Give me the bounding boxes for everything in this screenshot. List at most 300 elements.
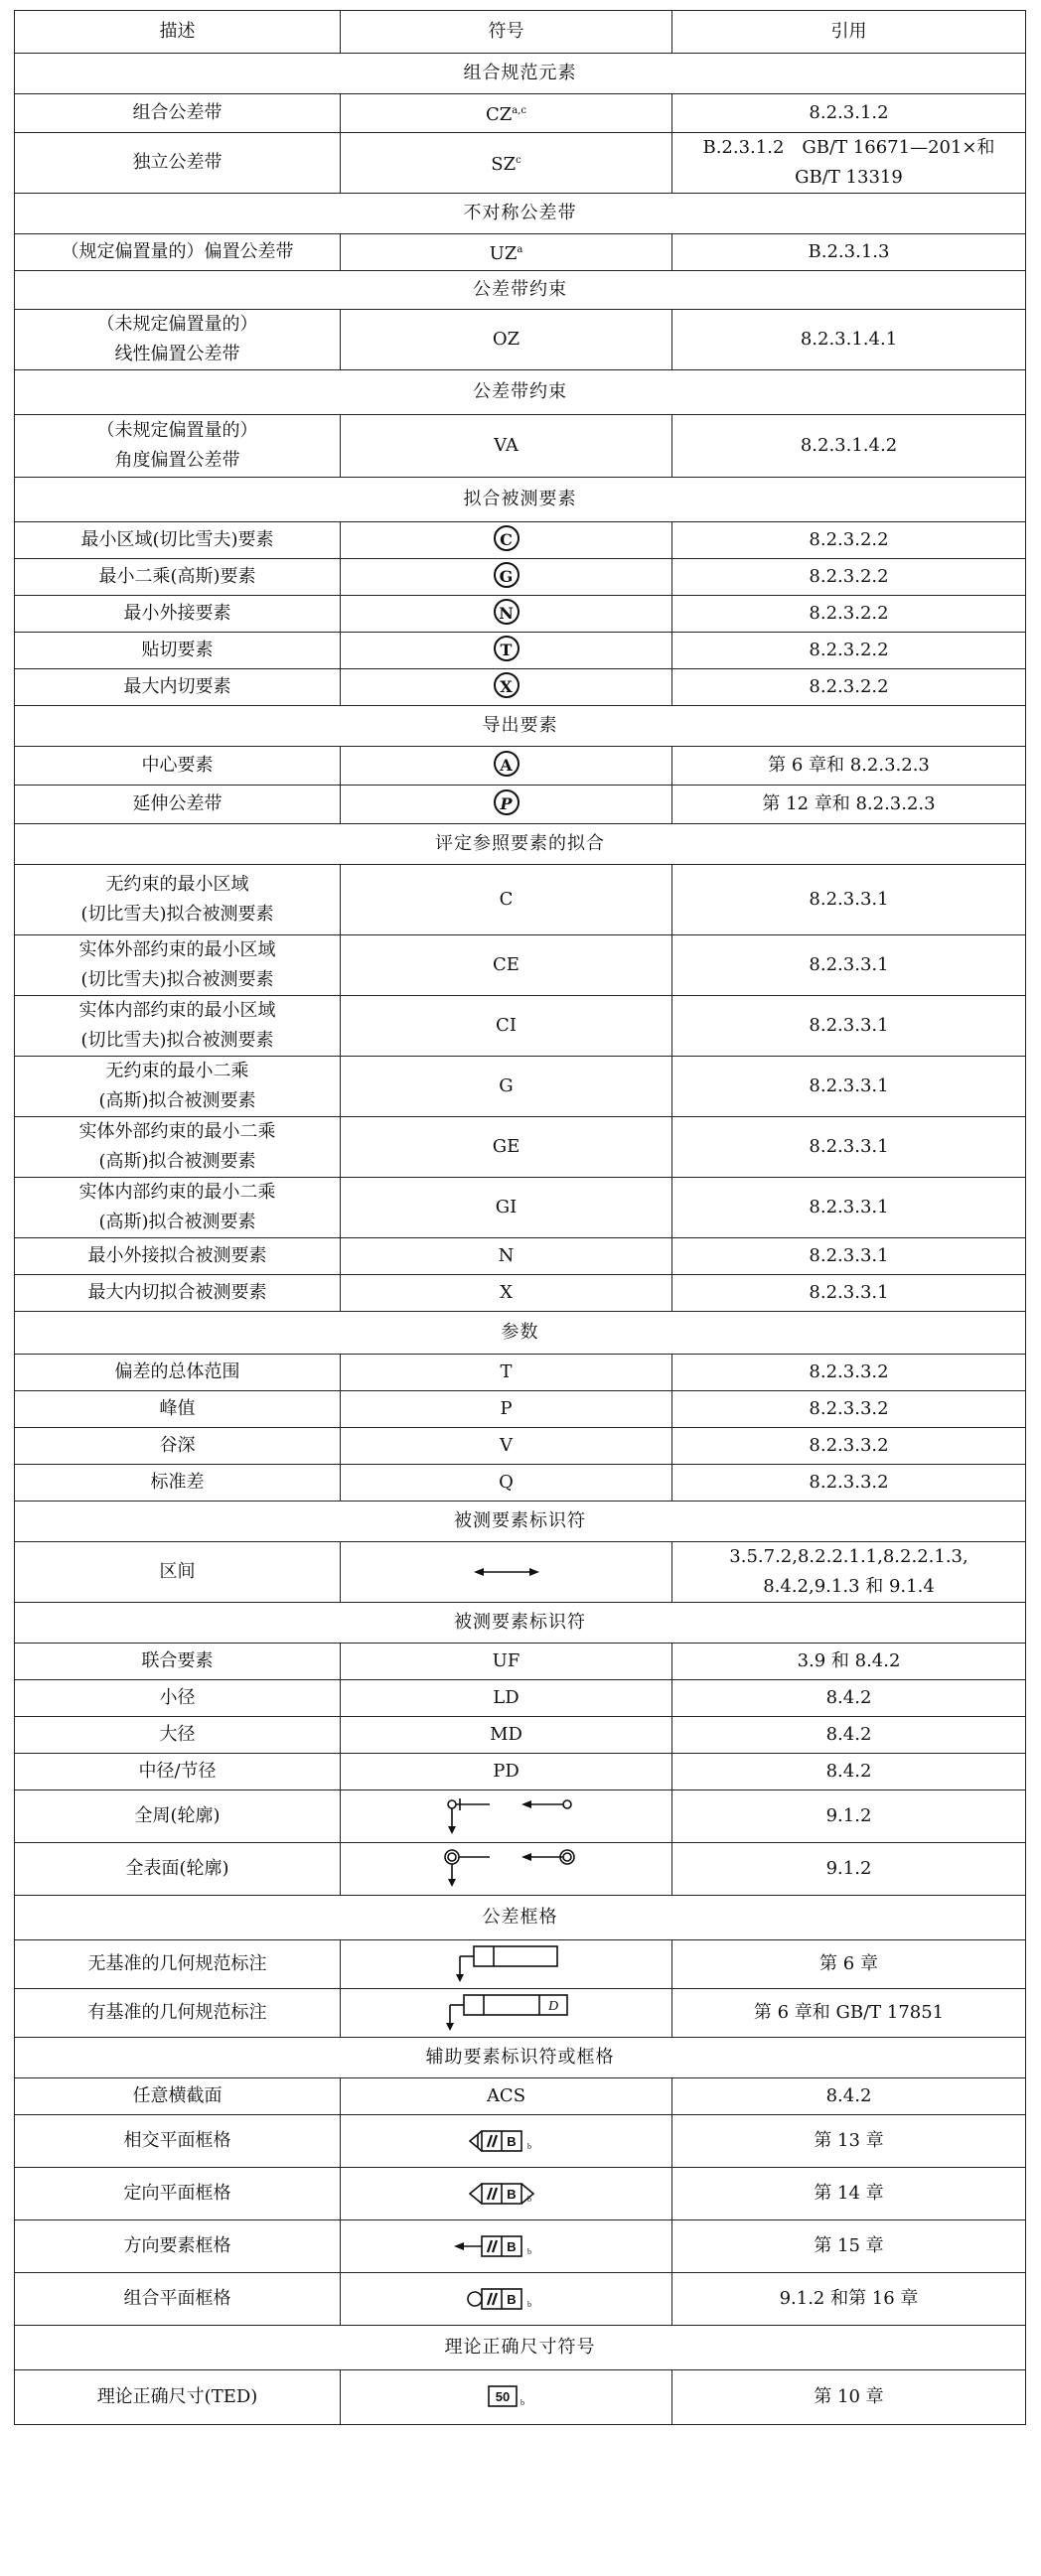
section-title: 参数 [15, 1312, 1026, 1355]
description-line: (高斯)拟合被测要素 [98, 1212, 256, 1232]
reference-line: 8.2.3.3.1 [809, 889, 889, 910]
symbol-footnote: a [517, 244, 523, 255]
frame-letter: B [506, 2239, 517, 2254]
description-line: (高斯)拟合被测要素 [98, 1151, 256, 1172]
description-line: （规定偏置量的）偏置公差带 [61, 241, 294, 262]
reference-cell [672, 1940, 1026, 1989]
description-cell [15, 1940, 341, 1989]
description-cell [15, 1355, 341, 1391]
reference-line: 第 15 章 [814, 2235, 884, 2256]
symbol-text: CE [493, 954, 520, 975]
table-row [15, 1465, 1026, 1502]
description-cell [15, 94, 341, 133]
reference-line: 第 14 章 [814, 2183, 884, 2204]
reference-cell [672, 1644, 1026, 1680]
reference-cell [672, 94, 1026, 133]
all-around-icon [432, 1796, 581, 1836]
symbol-cell [341, 1117, 672, 1178]
reference-line: 8.2.3.1.2 [809, 102, 889, 123]
reference-cell [672, 415, 1026, 478]
table-row [15, 1117, 1026, 1178]
symbol-text: PD [493, 1761, 520, 1782]
description-line: 全周(轮廓) [134, 1805, 221, 1826]
table-row [15, 1680, 1026, 1717]
table-row [15, 747, 1026, 786]
symbol-reference-table [14, 10, 1025, 2425]
reference-line: B.2.3.1.3 [808, 241, 890, 262]
symbol-cell [341, 1680, 672, 1717]
symbol-cell [341, 1542, 672, 1603]
header-reference: 引用 [672, 11, 1026, 54]
section-header-row [15, 1502, 1026, 1542]
table-row [15, 2115, 1026, 2168]
table-row [15, 1355, 1026, 1391]
section-title: 公差带约束 [15, 370, 1026, 415]
description-line: 无基准的几何规范标注 [87, 1953, 267, 1974]
table-body [15, 54, 1026, 2425]
section-title: 被测要素标识符 [15, 1603, 1026, 1644]
description-line: 理论正确尺寸(TED) [96, 2386, 258, 2407]
symbol-text: G [499, 1075, 514, 1096]
reference-cell [672, 669, 1026, 706]
reference-line: 第 6 章和 8.2.3.2.3 [768, 755, 930, 776]
circled-n-icon: N [494, 599, 520, 625]
symbol-cell [341, 2370, 672, 2425]
reference-line: 8.2.3.2.2 [809, 676, 889, 697]
reference-cell [672, 1790, 1026, 1843]
symbol-cell [341, 996, 672, 1057]
reference-line: 8.4.2 [825, 1724, 872, 1745]
description-line: 组合平面框格 [123, 2288, 231, 2309]
circled-p-icon: P [494, 789, 520, 815]
description-line: (切比雪夫)拟合被测要素 [80, 1030, 274, 1051]
symbol-text: CI [496, 1015, 517, 1036]
description-cell [15, 996, 341, 1057]
reference-cell [672, 865, 1026, 935]
description-cell [15, 633, 341, 669]
description-line: 小径 [159, 1687, 196, 1708]
reference-cell [672, 596, 1026, 633]
reference-line: 8.2.3.2.2 [809, 603, 889, 624]
description-line: 实体内部约束的最小二乘 [78, 1182, 276, 1203]
symbol-cell [341, 935, 672, 996]
symbol-cell [341, 1754, 672, 1790]
description-cell [15, 1057, 341, 1117]
description-cell [15, 596, 341, 633]
reference-cell [672, 2078, 1026, 2115]
description-line: （未规定偏置量的） [96, 420, 258, 441]
reference-cell [672, 1355, 1026, 1391]
reference-cell [672, 1391, 1026, 1428]
reference-line: GB/T 13319 [795, 167, 903, 188]
description-cell [15, 1465, 341, 1502]
description-cell [15, 669, 341, 706]
description-cell [15, 2220, 341, 2273]
table-row [15, 1238, 1026, 1275]
section-header-row [15, 478, 1026, 522]
description-line: 峰值 [159, 1398, 196, 1419]
table-row [15, 935, 1026, 996]
symbol-text: ACS [486, 2085, 526, 2106]
reference-line: 8.4.2 [825, 1687, 872, 1708]
reference-cell [672, 133, 1026, 194]
symbol-text: UZ [489, 243, 518, 264]
description-cell [15, 1790, 341, 1843]
table-row [15, 522, 1026, 559]
ted-value: 50 [495, 2389, 510, 2404]
reference-cell [672, 1117, 1026, 1178]
symbol-text: C [499, 889, 514, 910]
section-title: 导出要素 [15, 706, 1026, 747]
svg-text:b: b [520, 2398, 524, 2407]
reference-cell [672, 1754, 1026, 1790]
symbol-cell [341, 865, 672, 935]
svg-text:b: b [526, 2195, 531, 2204]
description-cell [15, 1680, 341, 1717]
reference-line: 8.4.2 [825, 1761, 872, 1782]
section-header-row [15, 1312, 1026, 1355]
description-cell [15, 234, 341, 271]
symbol-cell [341, 1717, 672, 1754]
symbol-cell [341, 669, 672, 706]
table [14, 10, 1026, 2425]
reference-cell [672, 1057, 1026, 1117]
reference-line: B.2.3.1.2 GB/T 16671—201×和 [702, 137, 995, 158]
reference-cell [672, 1843, 1026, 1896]
description-line: 最大内切要素 [123, 676, 231, 697]
section-header-row [15, 370, 1026, 415]
table-row [15, 1542, 1026, 1603]
table-row [15, 310, 1026, 370]
svg-text:b: b [526, 2247, 531, 2256]
description-line: 最小区域(切比雪夫)要素 [80, 529, 274, 550]
symbol-cell [341, 2273, 672, 2326]
description-cell [15, 1391, 341, 1428]
reference-cell [672, 996, 1026, 1057]
reference-cell [672, 1178, 1026, 1238]
tolerance-frame-with-datum-icon [442, 1993, 571, 2033]
section-title: 公差框格 [15, 1896, 1026, 1940]
symbol-footnote: a,c [512, 105, 527, 116]
reference-cell [672, 786, 1026, 824]
table-row [15, 2370, 1026, 2425]
section-title: 公差带约束 [15, 271, 1026, 310]
symbol-cell [341, 1275, 672, 1312]
table-row [15, 234, 1026, 271]
symbol-cell [341, 2078, 672, 2115]
reference-line: 8.2.3.2.2 [809, 566, 889, 587]
reference-line: 第 6 章和 GB/T 17851 [753, 2002, 945, 2023]
description-cell [15, 1238, 341, 1275]
reference-line: 3.9 和 8.4.2 [797, 1650, 901, 1671]
table-row [15, 633, 1026, 669]
description-line: 最小二乘(高斯)要素 [98, 566, 256, 587]
table-row [15, 865, 1026, 935]
description-line: (切比雪夫)拟合被测要素 [80, 904, 274, 925]
description-cell [15, 1989, 341, 2038]
direction-feature-frame-icon [452, 2232, 561, 2260]
symbol-text: MD [490, 1724, 522, 1745]
orientation-plane-frame-icon [452, 2180, 561, 2208]
symbol-text: T [500, 1361, 513, 1382]
reference-line: 9.1.2 和第 16 章 [779, 2288, 919, 2309]
symbol-text: P [500, 1398, 513, 1419]
reference-line: 8.2.3.3.1 [809, 954, 889, 975]
circled-c-icon: C [494, 525, 520, 551]
section-header-row [15, 1603, 1026, 1644]
symbol-cell [341, 1057, 672, 1117]
reference-cell [672, 1717, 1026, 1754]
reference-line: 9.1.2 [825, 1858, 872, 1879]
reference-cell [672, 1238, 1026, 1275]
reference-line: 第 10 章 [814, 2386, 884, 2407]
header-row [15, 11, 1026, 54]
description-line: 联合要素 [141, 1650, 214, 1671]
table-row [15, 1178, 1026, 1238]
section-header-row [15, 271, 1026, 310]
description-line: 中径/节径 [138, 1761, 217, 1782]
reference-line: 8.2.3.3.2 [809, 1472, 889, 1493]
reference-cell [672, 2273, 1026, 2326]
symbol-text: N [498, 1245, 515, 1266]
reference-line: 8.2.3.3.1 [809, 1136, 889, 1157]
section-title: 被测要素标识符 [15, 1502, 1026, 1542]
reference-cell [672, 1989, 1026, 2038]
table-row [15, 1428, 1026, 1465]
table-row [15, 996, 1026, 1057]
reference-line: 8.2.3.1.4.1 [800, 329, 898, 350]
reference-line: 8.2.3.3.1 [809, 1075, 889, 1096]
reference-cell [672, 935, 1026, 996]
symbol-text: VA [494, 435, 519, 456]
description-cell [15, 1754, 341, 1790]
symbol-cell [341, 2220, 672, 2273]
description-cell [15, 2168, 341, 2220]
description-cell [15, 310, 341, 370]
description-cell [15, 522, 341, 559]
symbol-text: LD [493, 1687, 520, 1708]
symbol-cell [341, 415, 672, 478]
interval-arrow-icon [472, 1562, 541, 1582]
reference-line: 8.2.3.3.1 [809, 1245, 889, 1266]
table-row [15, 2273, 1026, 2326]
description-cell [15, 1275, 341, 1312]
reference-line: 8.2.3.2.2 [809, 529, 889, 550]
theoretically-exact-dimension-icon [477, 2383, 536, 2411]
reference-line: 8.2.3.3.1 [809, 1282, 889, 1303]
symbol-cell [341, 310, 672, 370]
section-header-row [15, 2038, 1026, 2078]
section-header-row [15, 1896, 1026, 1940]
table-row [15, 1754, 1026, 1790]
svg-text:b: b [526, 2142, 531, 2151]
reference-cell [672, 522, 1026, 559]
description-line: (高斯)拟合被测要素 [98, 1090, 256, 1111]
section-title: 辅助要素标识符或框格 [15, 2038, 1026, 2078]
table-row [15, 1790, 1026, 1843]
datum-letter: D [547, 1999, 558, 2014]
description-line: 方向要素框格 [123, 2235, 231, 2256]
reference-cell [672, 2168, 1026, 2220]
section-title: 理论正确尺寸符号 [15, 2326, 1026, 2370]
table-row [15, 2168, 1026, 2220]
symbol-cell [341, 1843, 672, 1896]
description-line: 相交平面框格 [123, 2130, 231, 2151]
circled-g-icon: G [494, 562, 520, 588]
reference-line: 8.2.3.1.4.2 [800, 435, 898, 456]
reference-line: 8.2.3.3.1 [809, 1197, 889, 1217]
description-line: 实体外部约束的最小区域 [78, 939, 276, 960]
section-header-row [15, 2326, 1026, 2370]
section-header-row [15, 706, 1026, 747]
symbol-cell [341, 1355, 672, 1391]
table-row [15, 133, 1026, 194]
reference-line: 3.5.7.2,8.2.2.1.1,8.2.2.1.3, [729, 1546, 968, 1567]
circled-t-icon: T [494, 636, 520, 661]
description-line: 全表面(轮廓) [125, 1858, 229, 1879]
symbol-cell [341, 559, 672, 596]
table-row [15, 786, 1026, 824]
description-cell [15, 1717, 341, 1754]
description-cell [15, 1843, 341, 1896]
symbol-text: V [500, 1435, 513, 1456]
description-cell [15, 865, 341, 935]
symbol-cell [341, 2168, 672, 2220]
section-header-row [15, 54, 1026, 94]
description-line: 无约束的最小二乘 [105, 1061, 249, 1081]
reference-line: 8.2.3.3.1 [809, 1015, 889, 1036]
description-cell [15, 2370, 341, 2425]
header-description: 描述 [15, 11, 341, 54]
symbol-cell [341, 1989, 672, 2038]
symbol-cell [341, 1428, 672, 1465]
intersection-plane-frame-icon [452, 2127, 561, 2155]
symbol-cell [341, 1644, 672, 1680]
section-title: 组合规范元素 [15, 54, 1026, 94]
reference-cell [672, 633, 1026, 669]
header-symbol: 符号 [341, 11, 672, 54]
description-line: 线性偏置公差带 [114, 344, 240, 364]
symbol-text: SZ [491, 154, 517, 175]
section-title: 评定参照要素的拟合 [15, 824, 1026, 865]
description-line: 偏差的总体范围 [114, 1361, 240, 1382]
symbol-cell [341, 2115, 672, 2168]
symbol-cell [341, 1178, 672, 1238]
collection-plane-frame-icon [452, 2285, 561, 2313]
description-cell [15, 415, 341, 478]
description-line: 无约束的最小区域 [105, 874, 249, 895]
description-cell [15, 1542, 341, 1603]
reference-line: 第 6 章 [819, 1953, 878, 1974]
svg-text:b: b [526, 2300, 531, 2309]
reference-cell [672, 2370, 1026, 2425]
description-line: 最大内切拟合被测要素 [87, 1282, 267, 1303]
reference-cell [672, 2220, 1026, 2273]
symbol-cell [341, 633, 672, 669]
reference-cell [672, 234, 1026, 271]
description-line: 中心要素 [141, 755, 214, 776]
symbol-footnote: c [516, 155, 521, 166]
description-line: 谷深 [159, 1435, 196, 1456]
reference-cell [672, 747, 1026, 786]
reference-cell [672, 1465, 1026, 1502]
reference-line: 8.4.2 [825, 2085, 872, 2106]
frame-letter: B [506, 2292, 517, 2307]
symbol-cell [341, 596, 672, 633]
symbol-cell [341, 747, 672, 786]
symbol-cell [341, 94, 672, 133]
table-row [15, 1940, 1026, 1989]
description-line: 定向平面框格 [123, 2183, 231, 2204]
section-header-row [15, 194, 1026, 234]
description-line: 最小外接要素 [123, 603, 231, 624]
circled-a-icon: A [494, 751, 520, 777]
description-cell [15, 935, 341, 996]
symbol-text: UF [492, 1650, 520, 1671]
description-cell [15, 1428, 341, 1465]
table-row [15, 2220, 1026, 2273]
description-line: 任意横截面 [132, 2085, 223, 2106]
table-row [15, 415, 1026, 478]
description-cell [15, 133, 341, 194]
reference-cell [672, 1542, 1026, 1603]
table-row [15, 1644, 1026, 1680]
reference-line: 第 13 章 [814, 2130, 884, 2151]
symbol-cell [341, 133, 672, 194]
symbol-text: CZ [485, 104, 513, 125]
circled-x-icon: X [494, 672, 520, 698]
table-row [15, 1989, 1026, 2038]
frame-letter: B [506, 2134, 517, 2149]
description-line: （未规定偏置量的） [96, 314, 258, 335]
table-row [15, 559, 1026, 596]
reference-cell [672, 1275, 1026, 1312]
symbol-text: X [500, 1282, 513, 1303]
table-row [15, 669, 1026, 706]
symbol-cell [341, 1238, 672, 1275]
table-row [15, 94, 1026, 133]
reference-cell [672, 2115, 1026, 2168]
reference-cell [672, 1680, 1026, 1717]
symbol-cell [341, 1940, 672, 1989]
symbol-text: OZ [492, 329, 520, 350]
symbol-cell [341, 1465, 672, 1502]
table-row [15, 1843, 1026, 1896]
description-line: 角度偏置公差带 [114, 450, 240, 471]
description-line: 组合公差带 [132, 102, 223, 123]
description-line: 区间 [159, 1561, 196, 1582]
all-over-icon [432, 1849, 581, 1889]
table-row [15, 1717, 1026, 1754]
table-row [15, 1275, 1026, 1312]
description-cell [15, 786, 341, 824]
reference-line: 8.2.3.2.2 [809, 640, 889, 660]
symbol-text: Q [499, 1472, 514, 1493]
section-title: 拟合被测要素 [15, 478, 1026, 522]
table-row [15, 1391, 1026, 1428]
symbol-cell [341, 786, 672, 824]
reference-line: 9.1.2 [825, 1805, 872, 1826]
description-cell [15, 1178, 341, 1238]
description-line: 有基准的几何规范标注 [87, 2002, 267, 2023]
description-line: 大径 [159, 1724, 196, 1745]
reference-cell [672, 559, 1026, 596]
section-title: 不对称公差带 [15, 194, 1026, 234]
symbol-cell [341, 1391, 672, 1428]
table-row [15, 1057, 1026, 1117]
symbol-text: GE [492, 1136, 520, 1157]
symbol-cell [341, 1790, 672, 1843]
